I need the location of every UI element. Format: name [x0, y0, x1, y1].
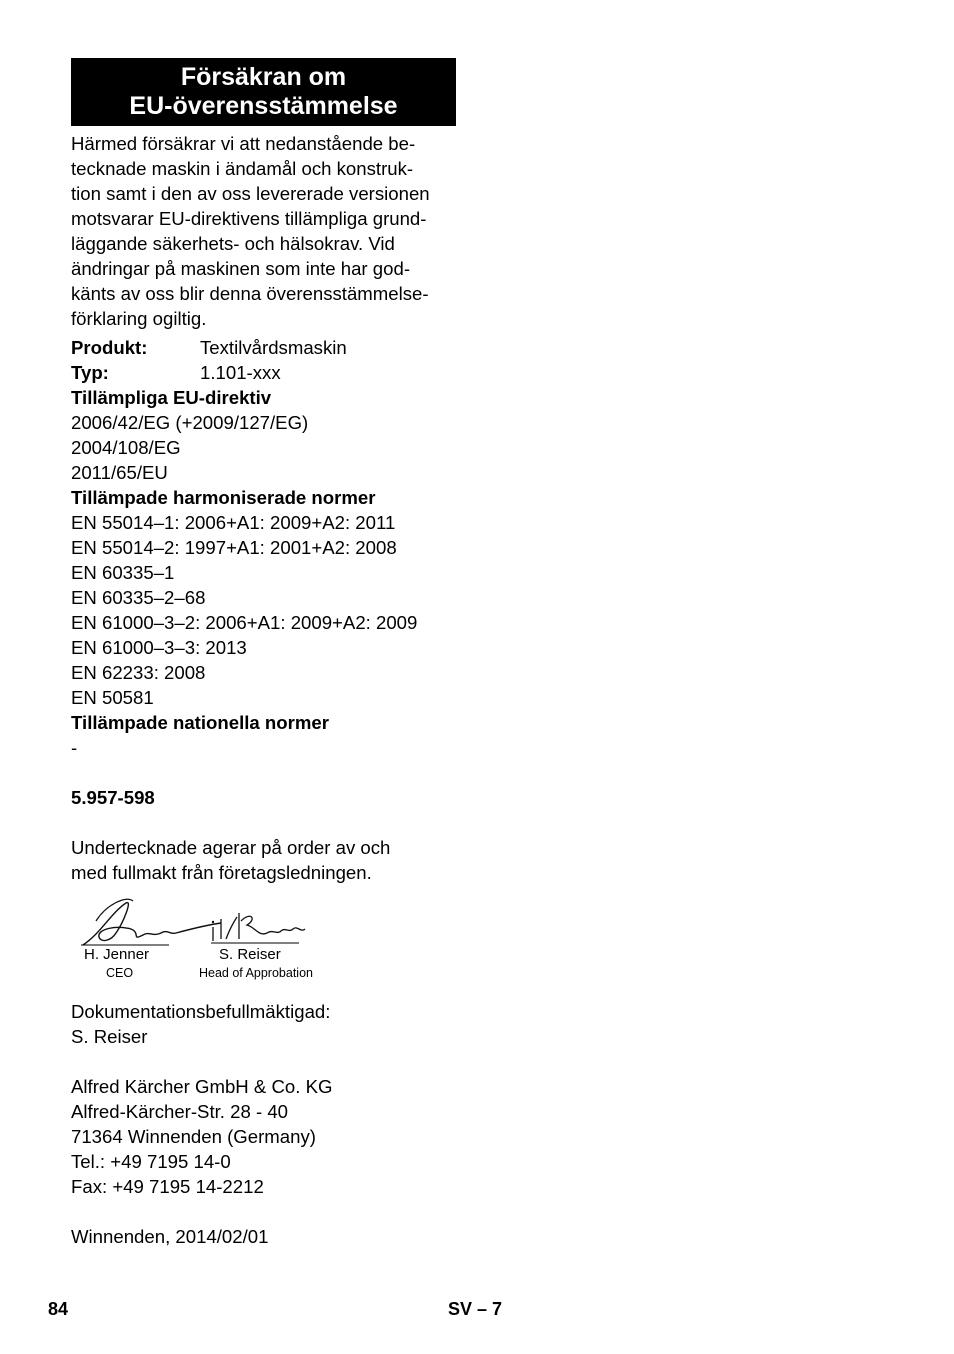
- intro-line: motsvarar EU-direktivens tillämpliga grund-: [71, 208, 427, 229]
- documentation-name: S. Reiser: [71, 1026, 148, 1047]
- signer-role: Head of Approbation: [199, 966, 313, 980]
- intro-line: ändringar på maskinen som inte har god-: [71, 258, 411, 279]
- place-date: Winnenden, 2014/02/01: [71, 1226, 269, 1247]
- address-line: Tel.: +49 7195 14-0: [71, 1151, 231, 1172]
- directive-item: 2004/108/EG: [71, 437, 181, 458]
- signer-name: H. Jenner: [84, 946, 150, 963]
- title-line-2: EU-överensstämmelse: [129, 92, 398, 120]
- standard-item: EN 61000–3–2: 2006+A1: 2009+A2: 2009: [71, 612, 418, 633]
- intro-paragraph: [71, 131, 466, 331]
- directives-heading: Tillämpliga EU-direktiv: [71, 387, 272, 408]
- address-line: Alfred Kärcher GmbH & Co. KG: [71, 1076, 333, 1097]
- spacer: [71, 810, 466, 835]
- address-line: 71364 Winnenden (Germany): [71, 1126, 316, 1147]
- intro-line: Härmed försäkrar vi att nedanstående be-: [71, 133, 416, 154]
- type-label: Typ:: [71, 362, 109, 383]
- national-value: -: [71, 737, 78, 758]
- product-value: Textilvårdsmaskin: [200, 337, 347, 358]
- product-label: Produkt:: [71, 337, 148, 358]
- section-page: – 7: [477, 1299, 503, 1319]
- page-title: [71, 58, 456, 126]
- signature-reiser-icon: [71, 893, 371, 953]
- specifications: [71, 335, 466, 885]
- address-line: Alfred-Kärcher-Str. 28 - 40: [71, 1101, 289, 1122]
- signatory-line: med fullmakt från företagsledningen.: [71, 862, 372, 883]
- intro-line: tion samt i den av oss levererade versionen: [71, 183, 430, 204]
- documentation-block: [71, 999, 461, 1049]
- address-line: Fax: +49 7195 14-2212: [71, 1176, 264, 1197]
- harmonised-heading: Tillämpade harmoniserade normer: [71, 487, 376, 508]
- standard-item: EN 60335–2–68: [71, 587, 206, 608]
- standard-item: EN 55014–1: 2006+A1: 2009+A2: 2011: [71, 512, 396, 533]
- signature-block: [71, 893, 371, 988]
- type-value: 1.101-xxx: [200, 362, 281, 383]
- national-heading: Tillämpade nationella normer: [71, 712, 329, 733]
- signer-role: CEO: [106, 966, 134, 980]
- standard-item: EN 61000–3–3: 2013: [71, 637, 247, 658]
- title-line-1: Försäkran om: [180, 63, 347, 91]
- standard-item: EN 55014–2: 1997+A1: 2001+A2: 2008: [71, 537, 397, 558]
- intro-line: tecknade maskin i ändamål och konstruk-: [71, 158, 414, 179]
- documentation-label: Dokumentationsbefullmäktigad:: [71, 1001, 331, 1022]
- signatory-line: Undertecknade agerar på order av och: [71, 837, 391, 858]
- section-label: SV: [448, 1299, 473, 1319]
- company-address: [71, 1074, 461, 1199]
- place-date-block: [71, 1224, 461, 1249]
- intro-line: känts av oss blir denna överensstämmelse-: [71, 283, 429, 304]
- product-row: [71, 335, 466, 360]
- directive-item: 2006/42/EG (+2009/127/EG): [71, 412, 309, 433]
- standard-item: EN 60335–1: [71, 562, 175, 583]
- signer-name: S. Reiser: [219, 946, 281, 963]
- standard-item: EN 62233: 2008: [71, 662, 206, 683]
- document-number: 5.957-598: [71, 787, 155, 808]
- intro-line: läggande säkerhets- och hälsokrav. Vid: [71, 233, 395, 254]
- section-footer: [448, 1298, 502, 1320]
- page-number: 84: [48, 1299, 69, 1319]
- directive-item: 2011/65/EU: [71, 462, 168, 483]
- spacer: [71, 760, 466, 785]
- standard-item: EN 50581: [71, 687, 154, 708]
- type-row: [71, 360, 466, 385]
- intro-line: förklaring ogiltig.: [71, 308, 207, 329]
